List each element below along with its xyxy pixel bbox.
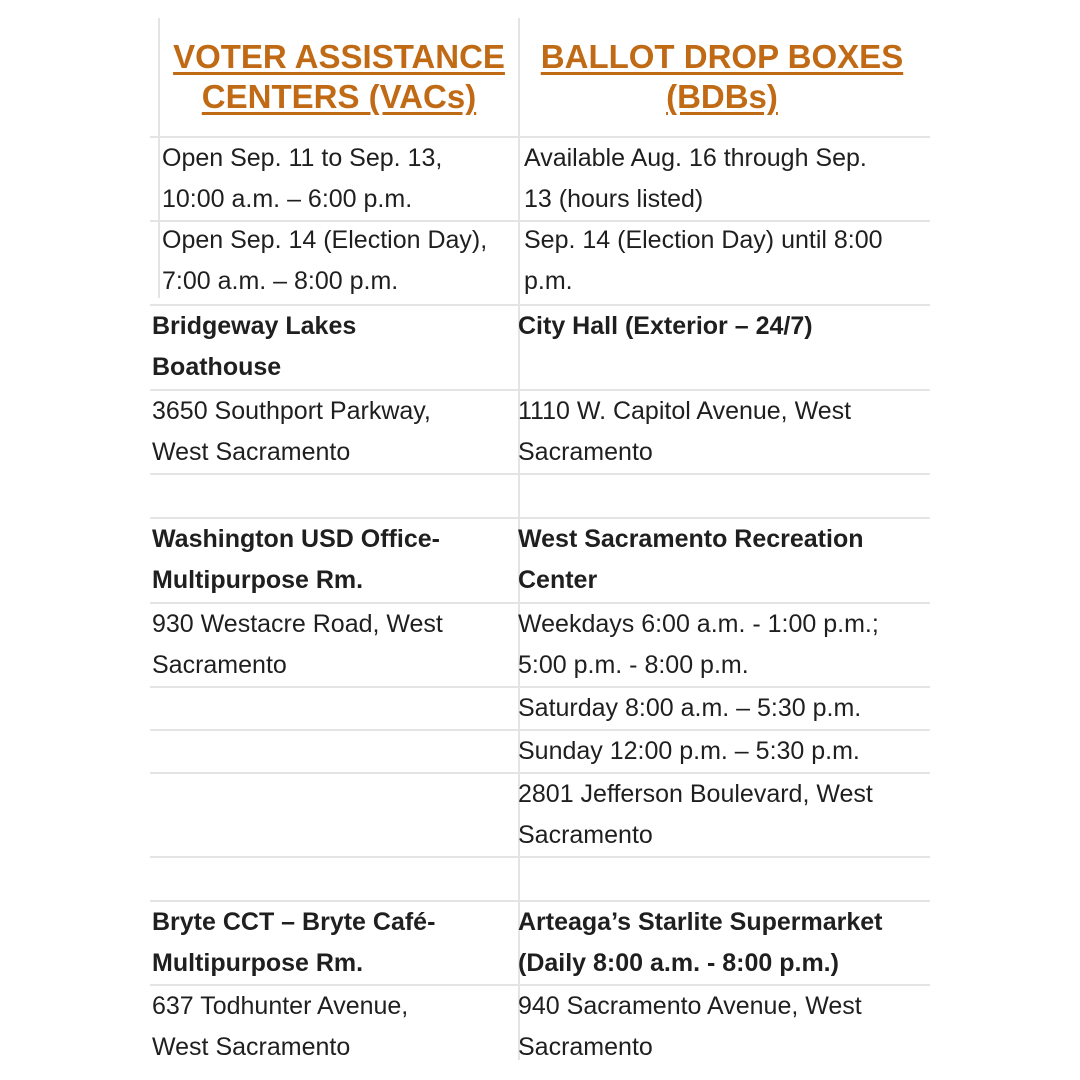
header-vac-title: VOTER ASSISTANCE CENTERS (VACs) [173,38,505,115]
location-row-3-address [150,986,930,1060]
bdb-hours-election-day: Sep. 14 (Election Day) until 8:00 p.m. [524,226,883,295]
spacer-row-2 [150,858,930,902]
header-cell-bdb [522,18,922,136]
voting-locations-table [150,18,930,1060]
bdb-address-arteagas: 940 Sacramento Avenue, West Sacramento [518,992,862,1060]
location-row-2-sunday [150,731,930,774]
bdb-hours-early: Available Aug. 16 through Sep. 13 (hours listed) [524,144,867,213]
bdb-hours-sunday: Sunday 12:00 p.m. – 5:30 p.m. [518,737,860,765]
location-row-1-address [150,391,930,475]
location-row-2-name [150,519,930,604]
vac-address-bryte-cct: 637 Todhunter Avenue, West Sacramento [152,992,409,1060]
location-row-2-bdb-address [150,774,930,858]
bdb-name-recreation-center: West Sacramento Recreation Center [518,525,864,594]
bdb-address-recreation-center: 2801 Jefferson Boulevard, West Sacramento [518,780,873,849]
vac-name-washington-usd: Washington USD Office- Multipurpose Rm. [152,525,440,594]
bdb-hours-weekdays: Weekdays 6:00 a.m. - 1:00 p.m.; 5:00 p.m. - 8:00 p.m. [518,610,879,679]
location-row-2-saturday [150,688,930,731]
vac-name-bryte-cct: Bryte CCT – Bryte Café- Multipurpose Rm. [152,908,436,977]
hours-row-1 [150,136,930,222]
header-cell-vac [162,18,516,136]
hours-row-2 [150,220,930,306]
bdb-address-city-hall: 1110 W. Capitol Avenue, West Sacramento [518,397,852,466]
location-row-1-name [150,306,930,391]
vac-hours-early: Open Sep. 11 to Sep. 13, 10:00 a.m. – 6:00 p.m. [162,144,443,213]
vac-address-bridgeway: 3650 Southport Parkway, West Sacramento [152,397,431,466]
table-header [150,18,930,136]
vac-name-bridgeway: Bridgeway Lakes Boathouse [152,312,357,381]
spacer-row-1 [150,475,930,519]
vac-hours-election-day: Open Sep. 14 (Election Day), 7:00 a.m. – 8:00 p.m. [162,226,488,295]
location-row-3-name [150,902,930,986]
header-bdb-title: BALLOT DROP BOXES (BDBs) [540,38,904,115]
vac-address-washington-usd: 930 Westacre Road, West Sacramento [152,610,443,679]
bdb-name-arteagas: Arteaga’s Starlite Supermarket (Daily 8:00 a.m. - 8:00 p.m.) [518,908,883,977]
location-row-2-address [150,604,930,688]
bdb-name-city-hall: City Hall (Exterior – 24/7) [518,312,813,340]
bdb-hours-saturday: Saturday 8:00 a.m. – 5:30 p.m. [518,694,862,722]
